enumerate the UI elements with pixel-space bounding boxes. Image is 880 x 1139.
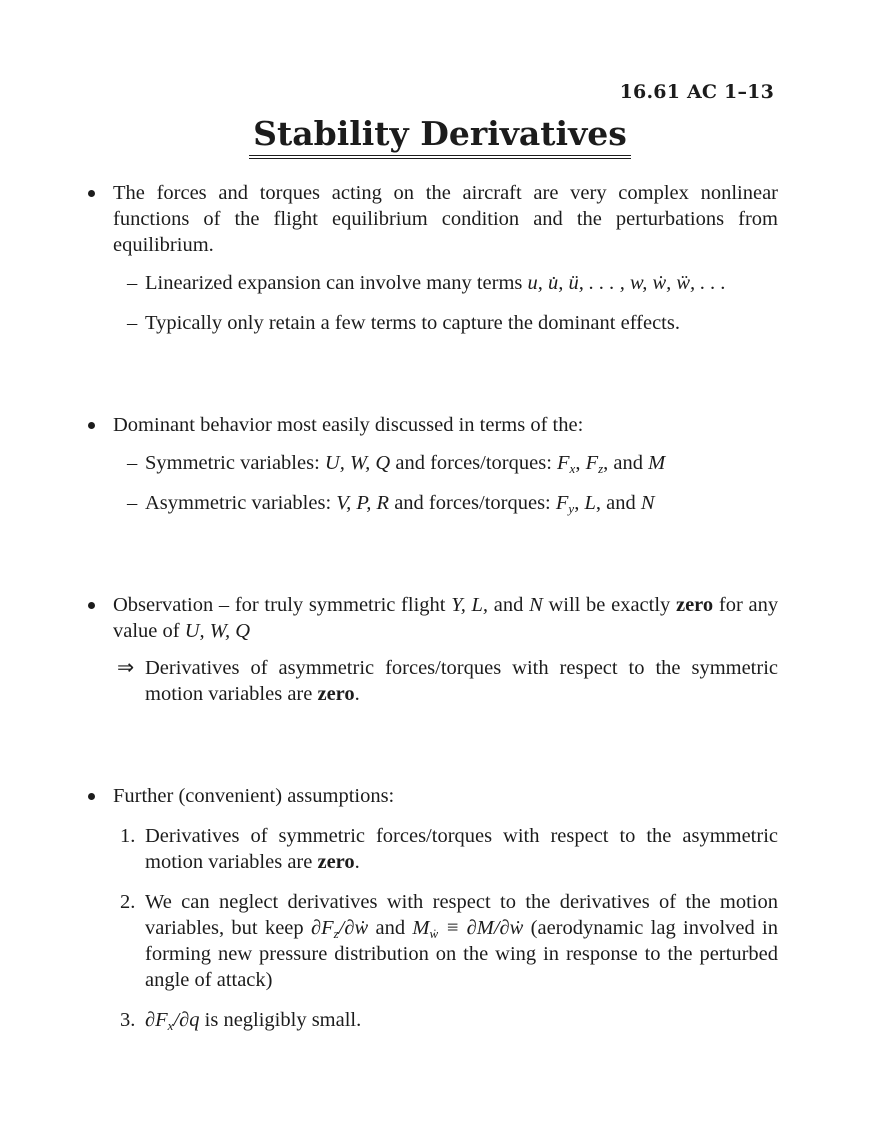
math-terms: u, u̇, ü, . . . , w, ẇ, ẅ, . . . <box>527 272 726 294</box>
sub-item-label: Symmetric variables: <box>145 452 320 474</box>
sub-item-text: , and <box>603 452 644 474</box>
bullet-text: Further (convenient) assumptions: <box>113 785 395 807</box>
numbered-item-1 <box>86 823 778 875</box>
bullet-text: will be exactly <box>548 594 671 616</box>
math-partial: ∂F <box>145 1009 168 1031</box>
math-variables: V, P, R <box>336 492 390 514</box>
math-variables: U, W, Q <box>184 620 251 642</box>
sub-item-retain-few-terms <box>86 310 778 336</box>
dash-icon: – <box>127 312 138 334</box>
bullet-observation <box>86 592 778 644</box>
math-variables: U, W, Q <box>324 452 391 474</box>
math-subscript: x <box>167 1018 174 1033</box>
bullet-dominant-behavior <box>86 412 778 438</box>
sub-item-label: Asymmetric variables: <box>145 492 332 514</box>
number-label: 2. <box>120 891 136 913</box>
math-subscript: ẇ <box>429 926 439 941</box>
sub-item-text: and forces/torques: <box>394 492 551 514</box>
sub-item-text: and forces/torques: <box>395 452 552 474</box>
dash-icon: – <box>127 492 138 514</box>
math-force: F <box>557 452 570 474</box>
math-partial: ∂F <box>310 917 334 939</box>
math-equivalence: ≡ ∂M/∂ẇ <box>445 917 524 939</box>
math-moment: M <box>412 917 430 939</box>
bullet-text: The forces and torques acting on the aircraft are very complex nonlinear functions of the flight equilibrium condition and the perturbations from equilibrium. <box>113 182 778 256</box>
bullet-text: Dominant behavior most easily discussed in terms of the: <box>113 414 584 436</box>
math-subscript: x <box>569 461 576 476</box>
sub-item-symmetric-variables: – Symmetric variables: U, W, Q and forces/torques: $F_x$, $F_z$, and M <box>127 452 666 476</box>
page-title-text: Stability Derivatives <box>249 114 631 159</box>
numbered-item-text: and <box>375 917 406 939</box>
bullet-icon <box>88 602 95 609</box>
document-body <box>86 180 778 1033</box>
math-moment: M <box>648 452 666 474</box>
math-partial: /∂q <box>173 1009 200 1031</box>
sub-item-text: Linearized expansion can involve many terms <box>145 272 523 294</box>
emphasis-zero: zero <box>675 594 714 616</box>
dash-icon: – <box>127 452 138 474</box>
implication-punct: . <box>354 683 360 705</box>
implication-asymmetric-derivatives <box>86 655 778 707</box>
emphasis-zero: zero <box>317 683 355 705</box>
dash-icon: – <box>127 272 138 294</box>
math-moment: N <box>640 492 655 514</box>
math-subscript: z <box>333 926 339 941</box>
numbered-item-2 <box>86 889 778 993</box>
bullet-text: Observation – for truly symmetric flight <box>113 594 446 616</box>
math-moment: L <box>584 492 596 514</box>
implies-icon: ⇒ <box>117 657 135 679</box>
math-subscript: z <box>598 461 604 476</box>
numbered-item-punct: . <box>354 851 360 873</box>
bullet-text: and <box>493 594 524 616</box>
emphasis-zero: zero <box>317 851 355 873</box>
bullet-forces-torques <box>86 180 778 258</box>
math-subscript: y <box>568 501 575 516</box>
number-label: 3. <box>120 1009 136 1031</box>
bullet-icon <box>88 793 95 800</box>
math-force: F <box>555 492 569 514</box>
math-variables: Y, L, <box>451 594 489 616</box>
math-partial: /∂ẇ <box>338 917 369 939</box>
sub-item-linearized-expansion <box>86 270 778 296</box>
math-variable: N <box>529 594 543 616</box>
page-title <box>0 114 880 159</box>
bullet-icon <box>88 422 95 429</box>
sub-item-text: , and <box>595 492 636 514</box>
math-force: F <box>585 452 599 474</box>
number-label: 1. <box>120 825 136 847</box>
sub-item-text: Typically only retain a few terms to capture the dominant effects. <box>145 312 680 334</box>
implication-text: Derivatives of asymmetric forces/torques with respect to the symmetric motion variables are <box>145 657 778 705</box>
numbered-item-text: We can neglect derivatives with respect to the derivatives of the motion variables, but keep <box>145 891 778 939</box>
bullet-text: for any value of <box>113 594 779 642</box>
bullet-further-assumptions <box>86 783 778 809</box>
numbered-item-text: Derivatives of symmetric forces/torques with respect to the asymmetric motion variables are <box>145 825 778 873</box>
numbered-item-text: is negligibly small. <box>204 1009 362 1031</box>
numbered-item-text: (aerodynamic lag involved in forming new pressure distribution on the wing in response to the perturbed angle of attack) <box>145 917 778 991</box>
page-identifier: 16.61 AC 1–13 <box>619 81 774 103</box>
numbered-item-3 <box>86 1007 778 1033</box>
bullet-icon <box>88 190 95 197</box>
sub-item-asymmetric-variables: – Asymmetric variables: V, P, R and forces/torques: $F_y$, L, and N <box>127 492 655 516</box>
